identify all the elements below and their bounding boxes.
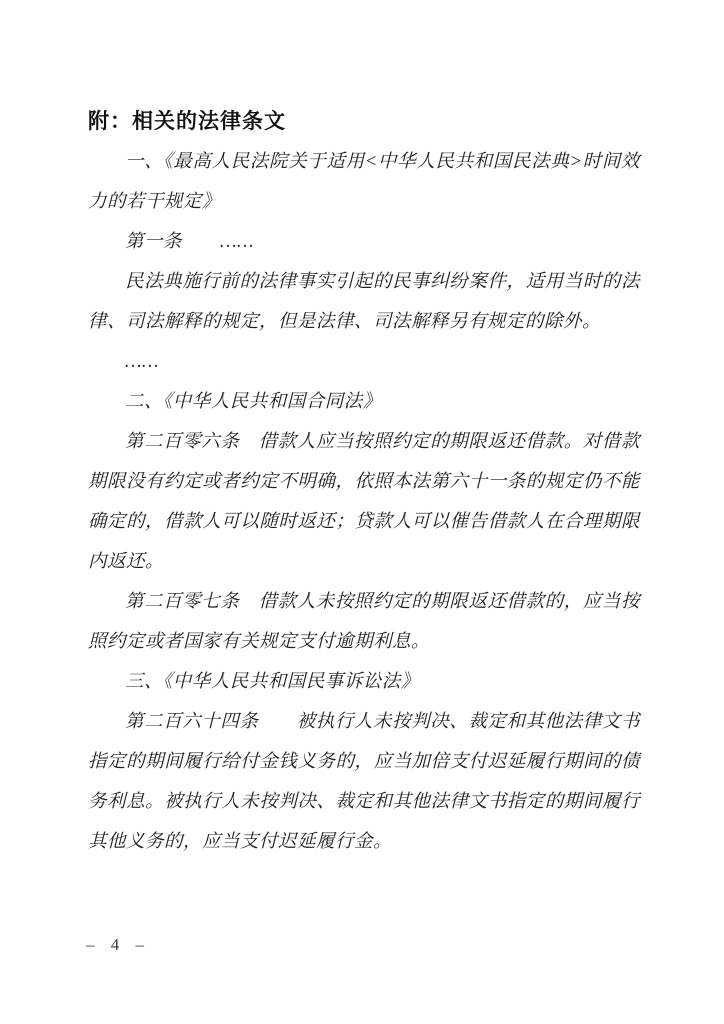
paragraph: 一、《最高人民法院关于适用<中华人民共和国民法典>时间效力的若干规定》 <box>88 152 640 212</box>
paragraph: 民法典施行前的法律事实引起的民事纠纷案件，适用当时的法律、司法解释的规定，但是法律、司法解释另有规定的除外。 <box>88 272 640 332</box>
document-body <box>88 102 640 862</box>
legal-articles-text <box>88 142 640 862</box>
paragraph: …… <box>125 352 159 372</box>
page-number: – 4 – <box>86 935 150 954</box>
paragraph: 第二百六十四条 被执行人未按判决、裁定和其他法律文书指定的期间履行给付金钱义务的，应当加倍支付迟延履行期间的债务利息。被执行人未按判决、裁定和其他法律文书指定的期间履行其他义务的，应当支付迟延履行金。 <box>88 712 640 852</box>
paragraph: 三、《中华人民共和国民事诉讼法》 <box>125 672 420 692</box>
paragraph: 第一条 …… <box>125 232 254 252</box>
paragraph: 第二百零七条 借款人未按照约定的期限返还借款的，应当按照约定或者国家有关规定支付逾期利息。 <box>88 592 640 652</box>
appendix-heading: 附：相关的法律条文 <box>88 110 286 133</box>
paragraph: 二、《中华人民共和国合同法》 <box>125 392 382 412</box>
paragraph: 第二百零六条 借款人应当按照约定的期限返还借款。对借款期限没有约定或者约定不明确，依照本法第六十一条的规定仍不能确定的，借款人可以随时返还；贷款人可以催告借款人在合理期限内返还。 <box>88 432 640 572</box>
